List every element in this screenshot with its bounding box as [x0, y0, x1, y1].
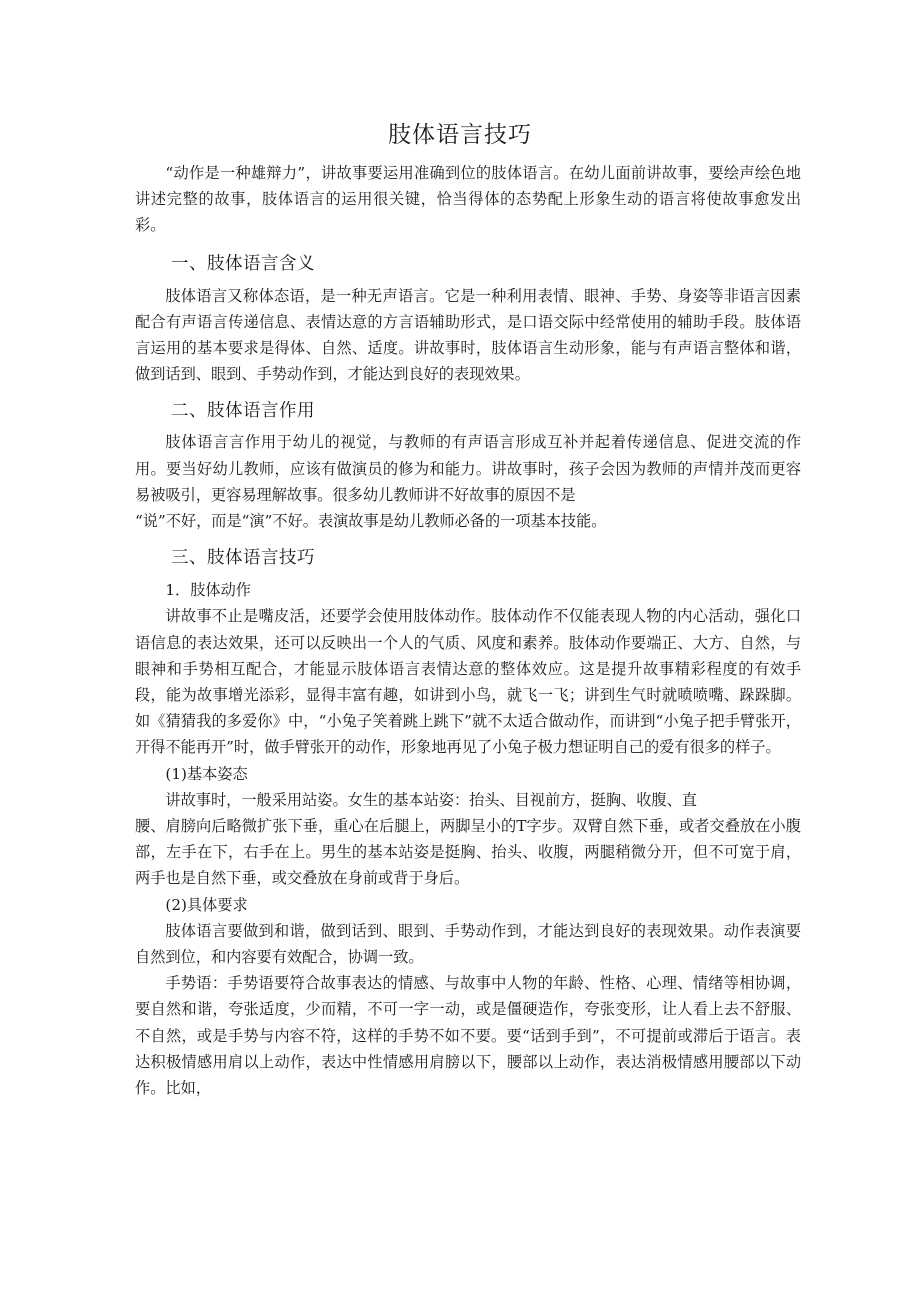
function-paragraph: 肢体语言言作用于幼儿的视觉，与教师的有声语言形成互补并起着传递信息、促进交流的作用。要当好幼儿教师，应该有做演员的修为和能力。讲故事时，孩子会因为教师的声情并茂而更容易被吸引，更容易理解故事。很多幼儿教师讲不好故事的原因不是	[135, 433, 801, 504]
section-heading-meaning: 一、肢体语言含义	[171, 253, 315, 274]
gesture-paragraph: 手势语：手势语要符合故事表达的情感、与故事中人物的年龄、性格、心理、情绪等相协调，要自然和谐，夸张适度，少而精，不可一字一动，或是僵硬造作，夸张变形，让人看上去不舒服、不自然，或是手势与内容不符，这样的手势不如不要。要“话到手到”，不可提前或滞后于语言。表达积极情感用肩以上动作，表达中性情感用肩膀以下，腰部以上动作，表达消极情感用腰部以下动作。比如，	[135, 974, 801, 1098]
document-body	[135, 160, 801, 1101]
section-heading-function: 二、肢体语言作用	[171, 401, 315, 422]
subheading-body-movement: 1．肢体动作	[165, 581, 251, 600]
requirements-paragraph: 肢体语言要做到和谐，做到话到、眼到、手势动作到，才能达到良好的表现效果。动作表演要自然到位，和内容要有效配合，协调一致。	[135, 921, 801, 967]
function-paragraph-continued: “说”不好，而是“演”不好。表演故事是幼儿教师必备的一项基本技能。	[135, 512, 607, 531]
page-title: 肢体语言技巧	[388, 122, 532, 148]
meaning-paragraph: 肢体语言又称体态语，是一种无声语言。它是一种利用表情、眼神、手势、身姿等非语言因素配合有声语言传递信息、表情达意的方言语辅助形式，是口语交际中经常使用的辅助手段。肢体语言运用的基本要求是得体、自然、适度。讲故事时，肢体语言生动形象，能与有声语言整体和谐，做到话到、眼到、手势动作到，才能达到良好的表现效果。	[135, 286, 801, 384]
subheading-basic-posture: (1)基本姿态	[165, 764, 248, 783]
section-heading-techniques: 三、肢体语言技巧	[171, 548, 315, 569]
subheading-requirements: (2)具体要求	[165, 895, 248, 914]
basic-posture-paragraph: 讲故事时，一般采用站姿。女生的基本站姿：抬头、目视前方，挺胸、收腹、直	[165, 790, 697, 809]
body-movement-paragraph: 讲故事不止是嘴皮活，还要学会使用肢体动作。肢体动作不仅能表现人物的内心活动，强化口语信息的表达效果，还可以反映出一个人的气质、风度和素养。肢体动作要端正、大方、自然，与眼神和手势相互配合，才能显示肢体语言表情达意的整体效应。这是提升故事精彩程度的有效手段，能为故事增光添彩，显得丰富有趣，如讲到小鸟，就飞一飞；讲到生气时就喷喷嘴、跺跺脚。如《猜猜我的多爱你》中，“小兔子笑着跳上跳下”就不太适合做动作，而讲到“小兔子把手臂张开，开得不能再开”时，做手臂张开的动作，形象地再见了小兔子极力想证明自己的爱有很多的样子。	[135, 607, 801, 757]
basic-posture-paragraph-continued: 腰、肩膀向后略微扩张下垂，重心在后腿上，两脚呈小的T字步。双臂自然下垂，或者交叠放在小腹部，左手在下，右手在上。男生的基本站姿是挺胸、抬头、收腹，两腿稍微分开，但不可宽于肩，两手也是自然下垂，或交叠放在身前或背于身后。	[135, 817, 801, 888]
intro-paragraph: “动作是一种雄辩力”，讲故事要运用准确到位的肢体语言。在幼儿面前讲故事，要绘声绘色地讲述完整的故事，肢体语言的运用很关键，恰当得体的态势配上形象生动的语言将使故事愈发出彩。	[135, 164, 801, 235]
